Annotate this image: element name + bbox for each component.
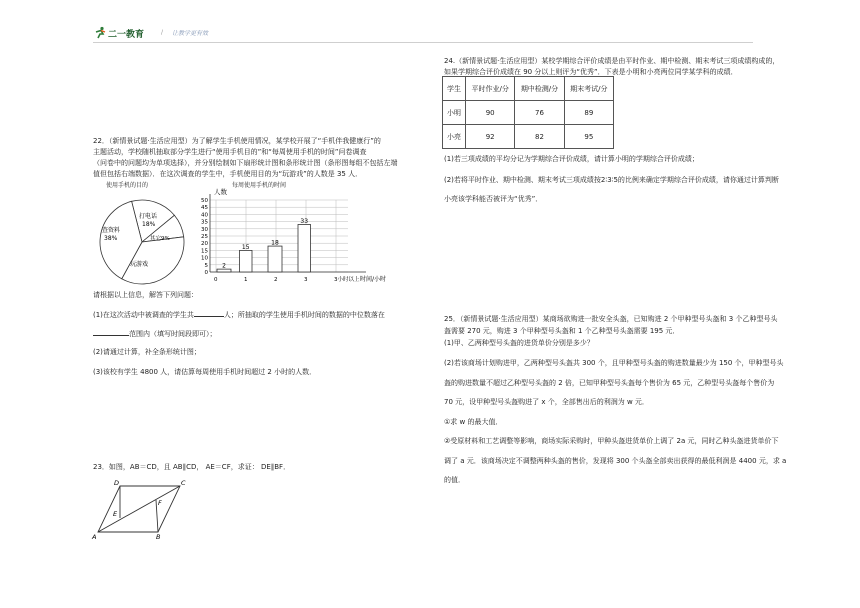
table-header-cell: 平时作业/分 — [466, 77, 515, 101]
bar-data-label: 15 — [241, 243, 250, 251]
bar-y-tick-label: 30 — [201, 226, 208, 233]
q24-text-line1: 24.（新情景试题·生活应用型）某校学期综合评价成绩是由平时作业、期中检测、期末考试三项成绩构成的， — [444, 57, 780, 65]
bar-x-tick-label: 0 — [214, 277, 218, 283]
point-label-f: F — [158, 499, 162, 507]
q25-line5: 盔的购进数量不超过乙种型号头盔的 2 倍，已知甲种型号头盔每个售价为 65 元，乙种型号头盔每个售价为 — [444, 379, 775, 387]
q25-line10: 的值． — [444, 476, 465, 484]
answer-blank[interactable] — [194, 308, 224, 317]
bar-chart-title: 每周使用手机的时间 — [232, 182, 287, 189]
bar-2~3 — [298, 224, 311, 272]
bar-y-tick-label: 10 — [201, 255, 208, 262]
q24-score-table — [442, 76, 614, 149]
table-row — [443, 101, 614, 125]
q22-line2: 主题活动，学校随机抽取部分学生进行“使用手机目的”和“每周使用手机的时间”问卷调查 — [93, 148, 367, 156]
q22-part3: (3)该校有学生 4800 人，请估算每周使用手机时间超过 2 小时的人数． — [93, 368, 317, 376]
runner-logo-icon — [93, 26, 107, 40]
bar-ylabel: 人数 — [214, 188, 227, 196]
logo-text: 二一教育 — [108, 30, 145, 40]
q22-line4: 值但包括右端数据）．在这次调查的学生中，手机使用目的为“玩游戏”的人数是 35 人． — [93, 170, 363, 178]
pie-label-other: 其它9% — [150, 236, 170, 242]
q22-part1 — [93, 308, 423, 321]
table-cell: 小明 — [443, 101, 466, 125]
point-label-d: D — [114, 479, 120, 487]
q25-line3: (1)甲、乙两种型号头盔的进货单价分别是多少？ — [444, 339, 594, 347]
bar-y-tick-label: 45 — [201, 205, 208, 212]
table-cell: 92 — [466, 125, 515, 149]
q22-part1-a: (1)在这次活动中被调查的学生共 — [93, 311, 194, 319]
q25-line1: 25．（新情景试题·生活应用型）某商场欲购进一批安全头盔，已知购进 2 个甲种型号头盔和 3 个乙种型号头 — [444, 315, 778, 323]
q22-part1-b: 人；所抽取的学生使用手机时间的数据的中位数落在 — [223, 311, 385, 319]
q22-part1-c: 范围内（填写时间段即可）； — [129, 330, 217, 338]
answer-blank[interactable] — [93, 327, 129, 336]
bar-y-tick-label: 15 — [201, 248, 208, 255]
bar-1~2 — [268, 246, 282, 272]
pie-chart — [92, 192, 192, 292]
q25-line6: 70 元，设甲种型号头盔购进了 x 个，全部售出后的利润为 w 元． — [444, 398, 649, 406]
table-row — [443, 125, 614, 149]
q24-part2-line1: (2)若将平时作业、期中检测、期末考试三项成绩按2∶3∶5的比例来确定学期综合评价成绩，请你通过计算判断 — [444, 176, 779, 184]
point-label-e: E — [113, 510, 118, 518]
bar-y-tick-label: 40 — [201, 212, 208, 219]
bar-x-tick-label: 3小时以上 — [334, 277, 360, 283]
q22-line1: 22．（新情景试题·生活应用型）为了解学生手机使用情况，某学校开展了“手机伴我健康行”的 — [93, 137, 381, 145]
q23-text: 23．如图，AB＝CD，且 AB∥CD， AE＝CF，求证： DE∥BF． — [93, 463, 291, 471]
header-logo — [93, 26, 155, 40]
q24-part1: (1)若三项成绩的平均分记为学期综合评价成绩，请计算小明的学期综合评价成绩； — [444, 155, 699, 163]
pie-label-search: 查资料 — [102, 227, 121, 234]
header-slogan: 让教学更有效 — [172, 30, 209, 37]
table-cell: 89 — [564, 101, 613, 125]
bar-y-tick-label: 0 — [204, 270, 208, 276]
q25-line7: ①求 w 的最大值． — [444, 418, 503, 426]
pie-label-call: 打电话 — [139, 213, 158, 220]
bar-chart — [192, 186, 402, 286]
q24-text-line2: 如果学期综合评价成绩在 90 分以上则评为“优秀”．下表是小明和小亮两位同学某学科的成绩． — [444, 68, 738, 76]
pie-chart-title: 使用手机的目的 — [106, 182, 149, 189]
q25-line4: (2)若该商场计划购进甲，乙两种型号头盔共 300 个，且甲种型号头盔的购进数量最少为 150 个，甲种型号头 — [444, 359, 784, 367]
bar-data-label: 18 — [271, 239, 279, 247]
bar-x-tick-label: 3 — [304, 277, 308, 283]
pie-label-game: 玩游戏 — [130, 261, 149, 268]
header-divider — [93, 42, 753, 43]
table-cell: 82 — [515, 125, 564, 149]
q25-line9: 调了 a 元．该商场决定不调整两种头盔的售价，发现将 300 个头盔全部卖出获得的最低利润是 4400 元，求 a — [444, 457, 787, 465]
table-cell: 95 — [564, 125, 613, 149]
bar-y-tick-label: 50 — [201, 198, 208, 204]
bar-x-tick-label: 1 — [244, 277, 248, 283]
table-cell: 76 — [515, 101, 564, 125]
q22-after-chart: 请根据以上信息，解答下列问题： — [93, 291, 198, 299]
q22-line3: （问卷中的问题均为单项选择），并分别绘制如下扇形统计图和条形统计图（条形图每组不包括左端 — [93, 159, 398, 167]
q25-line2: 盔需要 270 元，购进 3 个甲种型号头盔和 1 个乙种型号头盔需要 195 元． — [444, 327, 680, 335]
bar-data-label: 33 — [300, 217, 309, 225]
bar-y-tick-label: 25 — [201, 234, 208, 240]
q24-part2-line2: 小亮该学科能否被评为“优秀”． — [444, 195, 543, 203]
q23-parallelogram-figure — [90, 478, 200, 540]
bar-x-tick-label: 2 — [274, 277, 278, 283]
pie-label-search-pct: 38% — [104, 235, 118, 242]
table-cell: 90 — [466, 101, 515, 125]
q22-part2: (2)请通过计算，补全条形统计图； — [93, 348, 201, 356]
bar-y-tick-label: 20 — [201, 241, 208, 248]
point-label-c: C — [181, 479, 186, 487]
q22-part1-cont — [93, 327, 217, 340]
table-header-cell: 期中检测/分 — [515, 77, 564, 101]
bar-xlabel: 时间/小时 — [360, 276, 387, 283]
bar-0.5~1 — [240, 250, 253, 272]
diagonal-ac — [98, 486, 180, 532]
bar-y-tick-label: 35 — [201, 219, 208, 226]
bar-data-label: 2 — [222, 262, 226, 270]
table-header-cell: 期末考试/分 — [564, 77, 613, 101]
point-label-a: A — [92, 533, 97, 540]
bar-y-tick-label: 5 — [204, 262, 208, 269]
q25-line8: ②受原材料和工艺调整等影响，商场实际采购时，甲种头盔进货单价上调了 2a 元，同时乙种头盔进货单价下 — [444, 437, 779, 445]
table-header-cell: 学生 — [443, 77, 466, 101]
header-separator: / — [161, 29, 164, 36]
table-header-row — [443, 77, 614, 101]
pie-label-call-pct: 18% — [142, 221, 156, 228]
point-label-b: B — [156, 533, 161, 540]
table-cell: 小亮 — [443, 125, 466, 149]
